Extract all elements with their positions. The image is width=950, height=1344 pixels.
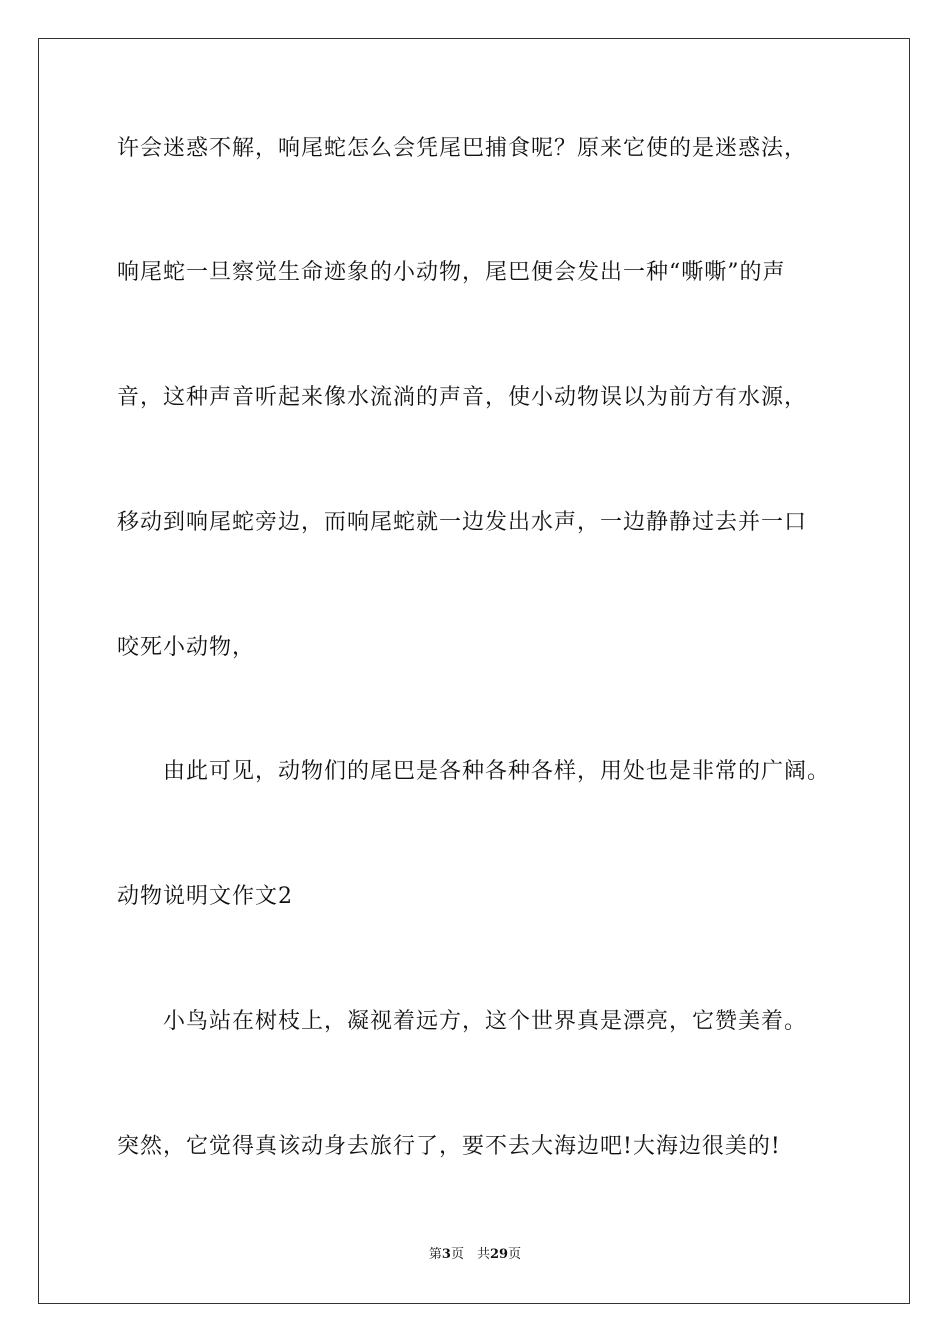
- current-page-number: 3: [441, 1247, 451, 1262]
- page-border: [38, 38, 910, 1304]
- footer-prefix: 第: [428, 1247, 442, 1262]
- total-page-number: 29: [489, 1247, 509, 1262]
- paragraph-line-7: 突然，它觉得真该动身去旅行了，要不去大海边吧!大海边很美的!: [117, 1134, 781, 1159]
- paragraph-line-5: 咬死小动物，: [117, 635, 256, 660]
- paragraph-line-2: 响尾蛇一旦察觉生命迹象的小动物，尾巴便会发出一种“嘶嘶”的声: [117, 260, 786, 285]
- page-footer: [0, 1246, 950, 1264]
- footer-mid: 页 共: [450, 1247, 490, 1262]
- paragraph-line-4: 移动到响尾蛇旁边，而响尾蛇就一边发出水声，一边静静过去并一口: [117, 510, 808, 535]
- paragraph-line-1: 许会迷惑不解，响尾蛇怎么会凭尾巴捕食呢？原来它使的是迷惑法，: [117, 136, 808, 161]
- conclusion-line: 由此可见，动物们的尾巴是各种各种各样，用处也是非常的广阔。: [163, 759, 831, 784]
- footer-suffix: 页: [508, 1247, 522, 1262]
- paragraph-line-6: 小鸟站在树枝上，凝视着远方，这个世界真是漂亮，它赞美着。: [163, 1009, 808, 1034]
- paragraph-line-3: 音，这种声音听起来像水流淌的声音，使小动物误以为前方有水源，: [117, 385, 808, 410]
- section-title: 动物说明文作文2: [117, 884, 293, 909]
